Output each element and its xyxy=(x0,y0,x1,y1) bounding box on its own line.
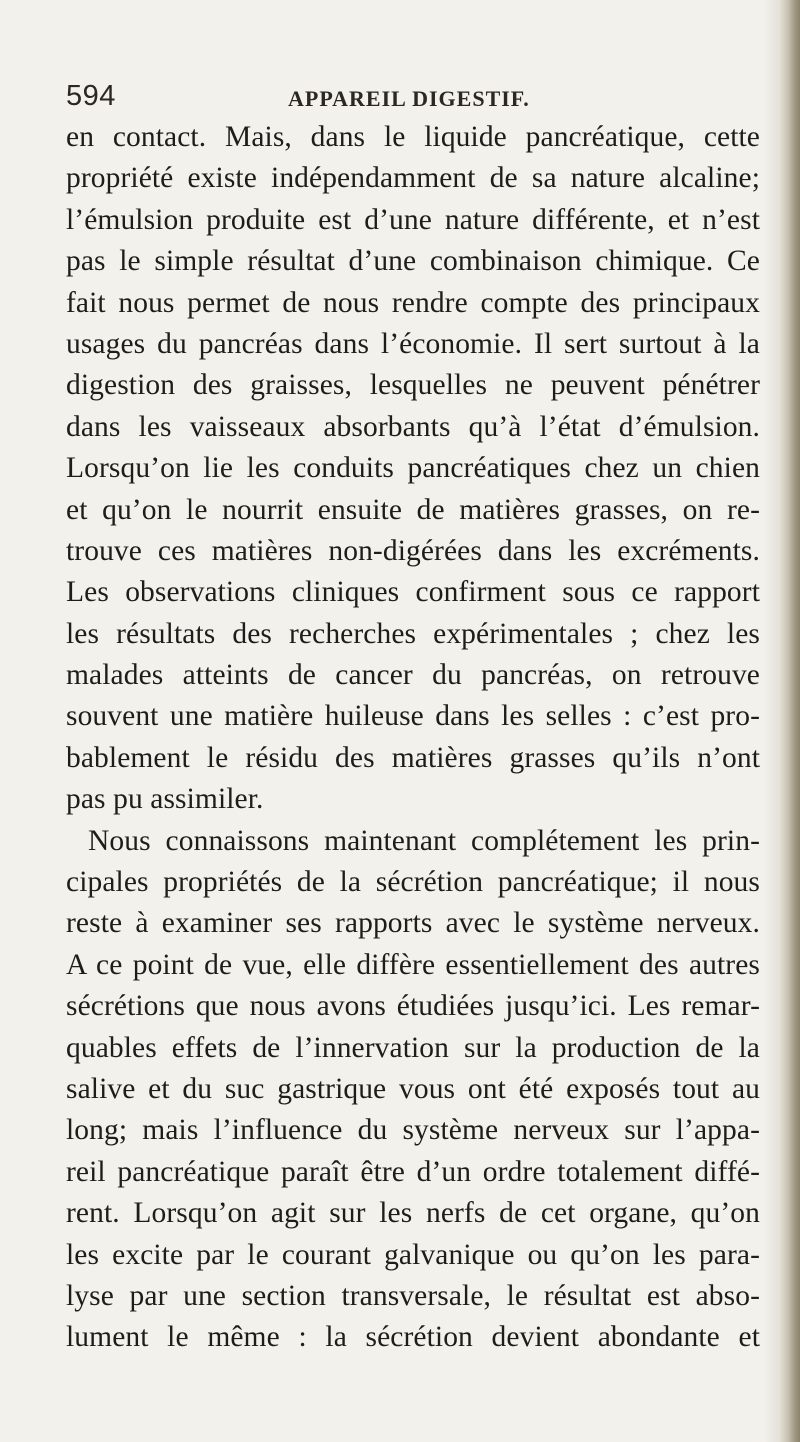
text-line: souvent une matière huileuse dans les selles : c’est pro- xyxy=(66,700,760,733)
text-line: digestion des graisses, lesquelles ne peuvent pénétrer xyxy=(66,369,760,402)
text-line: bablement le résidu des matières grasses qu’ils n’ont xyxy=(66,741,760,774)
text-line: cipales propriétés de la sécrétion pancréatique; il nous xyxy=(66,866,760,899)
page-binding-edge xyxy=(778,0,800,1442)
text-line: l’émulsion produite est d’une nature différente, et n’est xyxy=(66,203,760,236)
text-line: et qu’on le nourrit ensuite de matières grasses, on re- xyxy=(66,493,760,526)
text-line: Nous connaissons maintenant complétement les prin- xyxy=(88,824,760,857)
text-line: usages du pancréas dans l’économie. Il sert surtout à la xyxy=(66,327,760,360)
text-line: pas le simple résultat d’une combinaison chimique. Ce xyxy=(66,245,760,278)
text-line: A ce point de vue, elle diffère essentiellement des autres xyxy=(66,948,760,981)
text-line: lyse par une section transversale, le résultat est abso- xyxy=(66,1279,760,1312)
text-line: propriété existe indépendamment de sa nature alcaline; xyxy=(66,162,760,195)
text-line: malades atteints de cancer du pancréas, on retrouve xyxy=(66,659,760,692)
binding-shadow xyxy=(764,0,778,1442)
text-line: rent. Lorsqu’on agit sur les nerfs de cet organe, qu’on xyxy=(66,1197,760,1230)
text-line: les résultats des recherches expérimentales ; chez les xyxy=(66,617,760,650)
text-line: Les observations cliniques confirment sous ce rapport xyxy=(66,576,760,609)
text-line: quables effets de l’innervation sur la production de la xyxy=(66,1031,760,1064)
text-line: long; mais l’influence du système nerveux sur l’appa- xyxy=(66,1114,760,1147)
text-line: dans les vaisseaux absorbants qu’à l’état d’émulsion. xyxy=(66,410,760,443)
body-text xyxy=(66,117,760,1359)
text-line: en contact. Mais, dans le liquide pancréatique, cette xyxy=(66,121,760,153)
text-line: sécrétions que nous avons étudiées jusqu’ici. Les remar- xyxy=(66,990,760,1023)
text-line: pas pu assimiler. xyxy=(66,783,264,816)
text-line: fait nous permet de nous rendre compte des principaux xyxy=(66,286,760,319)
page-header xyxy=(66,80,756,116)
running-head: APPAREIL DIGESTIF. xyxy=(288,86,530,111)
text-line: Lorsqu’on lie les conduits pancréatiques chez un chien xyxy=(66,452,760,485)
text-line: salive et du suc gastrique vous ont été exposés tout au xyxy=(66,1072,760,1105)
text-line: lument le même : la sécrétion devient abondante et xyxy=(66,1321,760,1354)
text-line: reil pancréatique paraît être d’un ordre totalement diffé- xyxy=(66,1155,760,1188)
page-number: 594 xyxy=(66,80,116,112)
text-line: trouve ces matières non-digérées dans les excréments. xyxy=(66,534,760,567)
text-line: reste à examiner ses rapports avec le système nerveux. xyxy=(66,907,760,940)
text-line: les excite par le courant galvanique ou qu’on les para- xyxy=(66,1238,760,1271)
